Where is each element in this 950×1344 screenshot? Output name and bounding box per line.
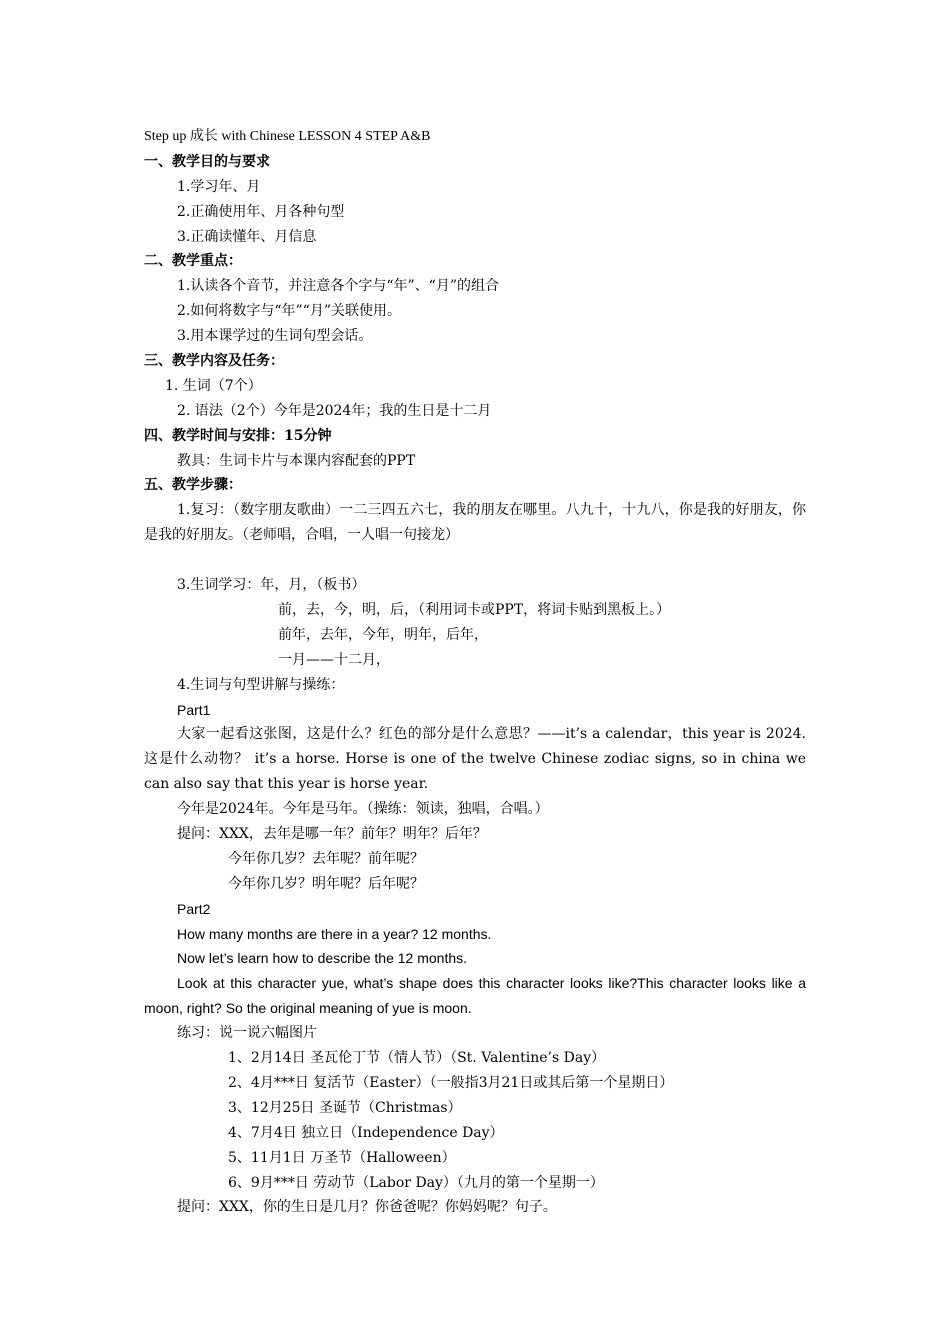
section-5-heading: 五、教学步骤： xyxy=(144,477,242,494)
part2-line: Now let’s learn how to describe the 12 months. xyxy=(177,950,468,967)
document-page xyxy=(144,125,806,1220)
part1-drill: 今年是2024年。今年是马年。（操练：领读，独唱，合唱。） xyxy=(177,801,549,818)
vocab-line: 前，去，今，明，后，（利用词卡或PPT，将词卡贴到黑板上。） xyxy=(278,601,671,618)
section-1-item: 3.正确读懂年、月信息 xyxy=(177,228,317,245)
part1-label: Part1 xyxy=(177,701,211,718)
holiday-item: 1、2月14日 圣瓦伦丁节（情人节）（St. Valentine’s Day） xyxy=(228,1050,606,1067)
section-2-item: 3.用本课学过的生词句型会话。 xyxy=(177,328,373,345)
question-line: 今年你几岁？去年呢？前年呢？ xyxy=(228,850,424,867)
section-4-heading: 四、教学时间与安排：15分钟 xyxy=(144,427,332,444)
teaching-tools: 教具：生词卡片与本课内容配套的PPT xyxy=(177,452,416,469)
question-label: 提问：XXX，去年是哪一年？前年？明年？后年？ xyxy=(177,826,487,843)
holiday-item: 5、11月1日 万圣节（Halloween） xyxy=(228,1149,456,1166)
section-3-item: 1. 生词（7个） xyxy=(165,377,262,394)
section-2-item: 1.认读各个音节，并注意各个字与“年”、“月”的组合 xyxy=(177,278,499,295)
holiday-item: 4、7月4日 独立日（Independence Day） xyxy=(228,1124,504,1141)
explain-label: 4.生词与句型讲解与操练： xyxy=(177,676,345,693)
holiday-item: 2、4月***日 复活节（Easter）（一般指3月21日或其后第一个星期日） xyxy=(228,1074,674,1091)
vocab-line: 前年，去年，今年，明年，后年， xyxy=(278,626,488,643)
holiday-item: 3、12月25日 圣诞节（Christmas） xyxy=(228,1099,462,1116)
review-paragraph: 1.复习：（数字朋友歌曲）一二三四五六七，我的朋友在哪里。八九十，十九八，你是我的好朋友，你是我的好朋友。（老师唱，合唱，一人唱一句接龙） xyxy=(144,502,806,544)
practice-label: 练习：说一说六幅图片 xyxy=(177,1025,317,1042)
section-1-item: 1.学习年、月 xyxy=(177,178,261,195)
section-1-heading: 一、教学目的与要求 xyxy=(144,153,270,170)
vocab-label: 3.生词学习：年，月，（板书） xyxy=(177,577,366,594)
part2-paragraph: Look at this character yue, what’s shape does this character looks like?This character looks like a moon, right? So the original meaning of yue is moon. xyxy=(144,975,806,1017)
blank-line xyxy=(144,548,806,573)
part2-label: Part2 xyxy=(177,900,211,917)
document-title: Step up 成长 with Chinese LESSON 4 STEP A&B xyxy=(144,129,431,144)
section-3-heading: 三、教学内容及任务： xyxy=(144,353,284,370)
part1-paragraph: 大家一起看这张图，这是什么？红色的部分是什么意思？——it’s a calendar，this year is 2024. 这是什么动物？ it’s a horse. Horse is one of the twelve Chinese zodiac signs, so in china we can also say that this year is horse year. xyxy=(144,726,806,793)
section-1-item: 2.正确使用年、月各种句型 xyxy=(177,203,345,220)
part2-line: How many months are there in a year? 12 months. xyxy=(177,925,492,942)
section-2-item: 2.如何将数字与“年”“月”关联使用。 xyxy=(177,303,401,320)
question-line: 今年你几岁？明年呢？后年呢？ xyxy=(228,875,424,892)
holiday-item: 6、9月***日 劳动节（Labor Day）（九月的第一个星期一） xyxy=(228,1174,604,1191)
section-3-item: 2. 语法（2个）今年是2024年；我的生日是十二月 xyxy=(177,402,492,419)
vocab-line: 一月——十二月， xyxy=(278,651,390,668)
section-2-heading: 二、教学重点： xyxy=(144,253,242,270)
final-question: 提问：XXX，你的生日是几月？你爸爸呢？你妈妈呢？句子。 xyxy=(177,1199,557,1216)
